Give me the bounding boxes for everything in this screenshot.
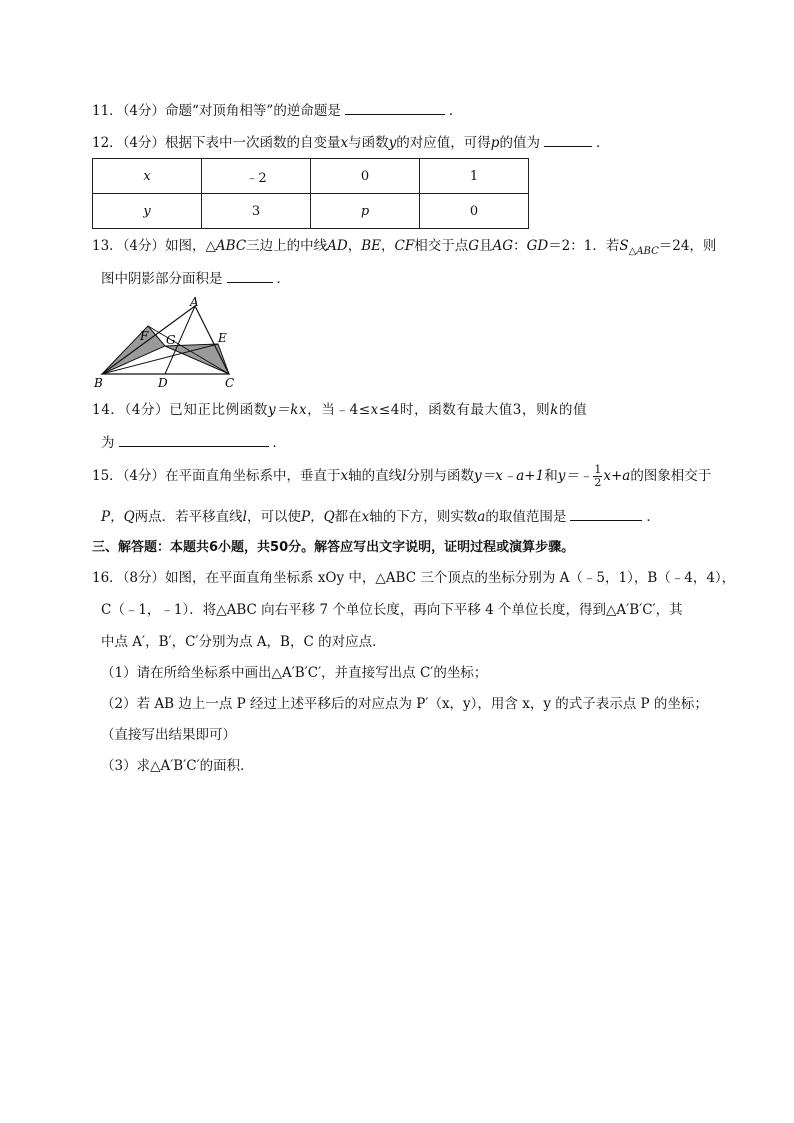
shaded-region-cge — [165, 344, 229, 374]
punct: ． — [595, 135, 610, 151]
question-text: 的图象相交于 — [630, 468, 712, 484]
var: x — [370, 402, 379, 418]
var: G — [468, 238, 480, 254]
punct: ． — [448, 103, 463, 119]
question-score: （4分） — [122, 135, 166, 151]
question-14-line2 — [101, 432, 286, 453]
question-text: 轴的直线 — [348, 468, 403, 484]
punct: ． — [646, 509, 660, 525]
question-12 — [92, 132, 609, 153]
table-cell: 3 — [202, 194, 311, 229]
question-text: 且 — [479, 238, 493, 254]
label-a: A — [190, 295, 199, 309]
table-row — [93, 194, 529, 229]
equation: y＝﹣ — [557, 468, 593, 484]
section-heading: 三、解答题：本题共6小题，共50分。解答应写出文字说明，证明过程或演算步骤。 — [92, 540, 575, 555]
table-row — [93, 159, 529, 194]
answer-blank[interactable] — [119, 432, 269, 447]
question-number: 15． — [92, 468, 123, 484]
var: k — [550, 402, 559, 418]
punct: ． — [272, 435, 286, 451]
answer-blank[interactable] — [570, 506, 642, 521]
question-13 — [92, 236, 716, 262]
subquestion-2-note: （直接写出结果即可） — [101, 727, 236, 743]
label-c: C — [225, 376, 235, 390]
question-number: 11． — [92, 103, 123, 119]
question-text: 如图，△ — [165, 238, 216, 254]
var: l — [242, 509, 247, 525]
equation: y＝x﹣a+1 — [473, 468, 545, 484]
equation: x+a — [603, 468, 631, 484]
punct: ， — [347, 238, 362, 254]
question-text: 的值为 — [499, 135, 540, 151]
question-score: （4分） — [122, 103, 166, 119]
question-text: 和 — [544, 468, 558, 484]
question-text: 三边上的中线 — [246, 238, 328, 254]
var: P，Q — [300, 509, 335, 525]
fraction: $\frac{1}{2}$ — [594, 463, 602, 489]
value-table — [92, 158, 529, 229]
label-e: E — [218, 331, 227, 345]
question-score: （4分） — [122, 468, 166, 484]
punct: ： — [513, 238, 527, 254]
subscript: △ABC — [628, 246, 659, 257]
punct: ， — [381, 238, 395, 254]
question-15 — [92, 464, 711, 489]
var: p — [490, 135, 500, 151]
question-text: 命题“对顶角相等”的逆命题是 — [165, 103, 341, 119]
punct: ． — [276, 271, 290, 287]
var: P，Q — [101, 509, 135, 525]
question-text: ＝2：1．若 — [548, 238, 620, 254]
label-b: B — [94, 376, 103, 390]
var: AG — [492, 238, 514, 254]
table-cell: y — [93, 194, 202, 229]
question-16-line3: 中点 A′，B′，C′分别为点 A，B，C 的对应点． — [101, 634, 386, 650]
question-text: ≤4时，函数有最大值3，则 — [378, 402, 551, 418]
var: ABC — [215, 238, 247, 254]
question-text: 图中阴影部分面积是 — [101, 271, 223, 287]
label-f: F — [140, 329, 149, 343]
question-text: 两点．若平移直线 — [134, 509, 243, 525]
label-d: D — [158, 376, 168, 390]
question-text: 根据下表中一次函数的自变量 — [165, 135, 341, 151]
var: x — [340, 135, 349, 151]
question-14 — [92, 400, 587, 420]
question-score: （4分） — [124, 402, 170, 418]
question-text: 在平面直角坐标系中，垂直于 — [165, 468, 341, 484]
answer-blank[interactable] — [345, 100, 445, 115]
question-score: （8分） — [122, 570, 166, 586]
var: CF — [394, 238, 415, 254]
question-text: 相交于点 — [414, 238, 469, 254]
question-text: 轴的下方，则实数 — [369, 509, 478, 525]
table-cell: 0 — [420, 194, 529, 229]
triangle-figure — [92, 294, 252, 394]
question-text: ＝24，则 — [658, 238, 717, 254]
question-15-line2 — [101, 506, 660, 527]
label-g: G — [166, 333, 176, 347]
subquestion-3: （3）求△A′B′C′的面积． — [101, 758, 254, 774]
var: l — [402, 468, 407, 484]
question-text: 的取值范围是 — [485, 509, 567, 525]
var: x — [361, 509, 370, 525]
var: x — [340, 468, 349, 484]
table-cell: 1 — [420, 159, 529, 194]
question-text: ，可以使 — [246, 509, 301, 525]
question-16-line2: C（﹣1，﹣1）．将△ABC 向右平移 7 个单位长度，再向下平移 4 个单位长度，得到△A′B′C′，其 — [101, 602, 683, 618]
var: BE — [361, 238, 382, 254]
question-text: 的对应值，可得 — [396, 135, 491, 151]
question-13-line2 — [101, 268, 290, 289]
question-text: 的值 — [558, 402, 588, 418]
var: GD — [526, 238, 549, 254]
question-text: ，当﹣4≤ — [307, 402, 371, 418]
table-cell: 0 — [311, 159, 420, 194]
question-11 — [92, 100, 462, 121]
answer-blank[interactable] — [544, 132, 592, 147]
var: AD — [327, 238, 348, 254]
question-number: 14． — [92, 402, 125, 418]
question-16 — [92, 568, 735, 588]
question-text: 都在 — [334, 509, 362, 525]
table-cell: x — [93, 159, 202, 194]
var: S — [619, 238, 629, 254]
question-text: 已知正比例函数 — [169, 402, 268, 418]
answer-blank[interactable] — [227, 268, 273, 283]
table-cell: ﹣2 — [202, 159, 311, 194]
subquestion-1: （1）请在所给坐标系中画出△A′B′C′，并直接写出点 C′的坐标； — [101, 665, 488, 681]
question-text: 为 — [101, 435, 115, 451]
question-text: 如图，在平面直角坐标系 xOy 中，△ABC 三个顶点的坐标分别为 A（﹣5，1），B（﹣4，4）， — [165, 570, 736, 586]
question-number: 16． — [92, 570, 123, 586]
var: a — [477, 509, 486, 525]
question-text: 与函数 — [348, 135, 389, 151]
question-number: 13． — [92, 238, 123, 254]
question-text: 分别与函数 — [406, 468, 474, 484]
question-score: （4分） — [122, 238, 166, 254]
subquestion-2: （2）若 AB 边上一点 P 经过上述平移后的对应点为 P′（x，y），用含 x，y 的式子表示点 P 的坐标； — [101, 696, 708, 712]
question-number: 12． — [92, 135, 123, 151]
table-cell: p — [311, 194, 420, 229]
equation: y＝kx — [267, 402, 308, 418]
var: y — [388, 135, 397, 151]
